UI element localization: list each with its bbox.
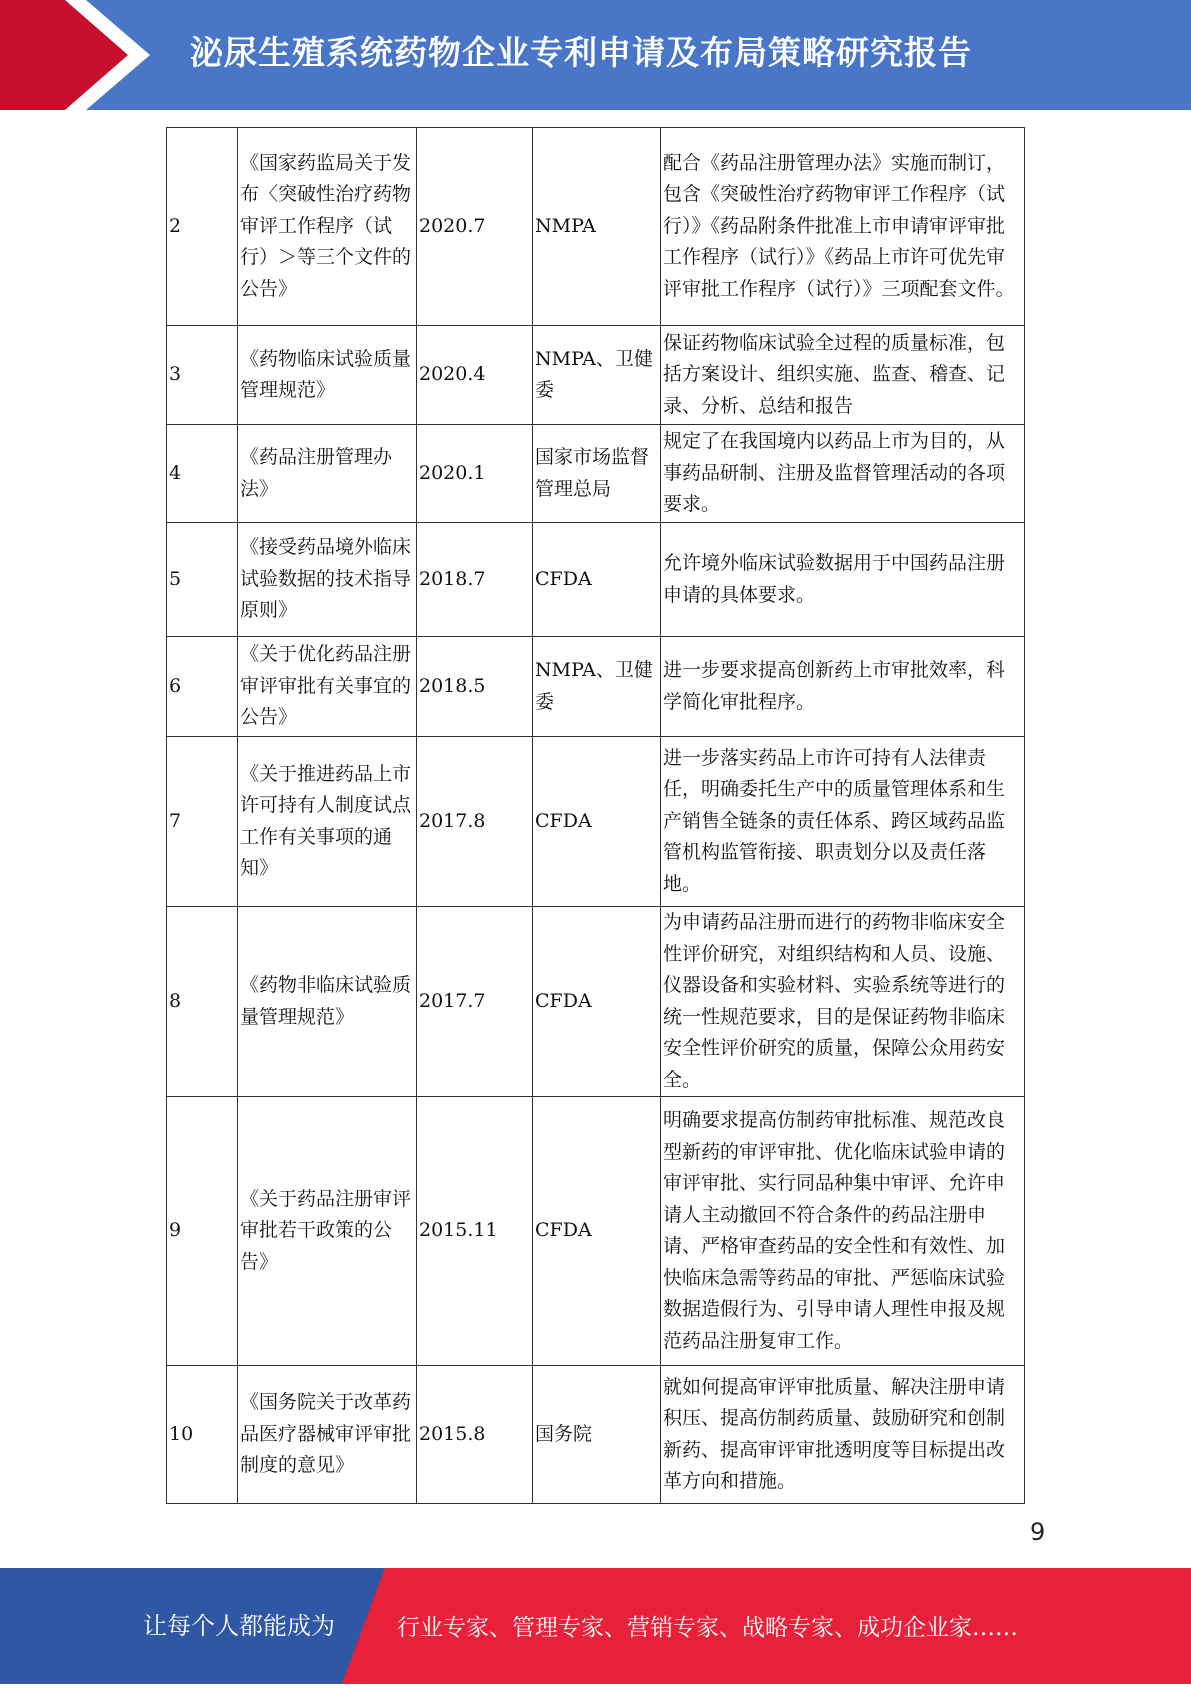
footer-slogan-left: 让每个人都能成为 [143,1612,335,1640]
row-number: 8 [167,907,238,1097]
table-row [167,637,1025,737]
regulation-name: 《关于药品注册审评审批若干政策的公告》 [238,1097,417,1366]
row-number: 5 [167,523,238,637]
footer-slogan-right: 行业专家、管理专家、营销专家、战略专家、成功企业家…… [397,1615,1018,1641]
issue-date: 2015.11 [417,1097,533,1366]
issuing-agency: 国家市场监督管理总局 [533,425,661,523]
issue-date: 2020.7 [417,128,533,326]
regulation-content: 规定了在我国境内以药品上市为目的，从事药品研制、注册及监督管理活动的各项要求。 [661,425,1025,523]
row-number: 3 [167,326,238,425]
issue-date: 2017.8 [417,737,533,907]
regulation-name: 《国务院关于改革药品医疗器械审评审批制度的意见》 [238,1366,417,1504]
row-number: 7 [167,737,238,907]
issue-date: 2018.7 [417,523,533,637]
regulation-name: 《关于优化药品注册审评审批有关事宜的公告》 [238,637,417,737]
issuing-agency: CFDA [533,523,661,637]
issuing-agency: CFDA [533,907,661,1097]
table-row [167,1097,1025,1366]
regulation-content: 明确要求提高仿制药审批标准、规范改良型新药的审评审批、优化临床试验申请的审评审批、实行同品种集中审评、允许申请人主动撤回不符合条件的药品注册申请、严格审查药品的安全性和有效性、加快临床急需等药品的审批、严惩临床试验数据造假行为、引导申请人理性申报及规范药品注册复审工作。 [661,1097,1025,1366]
regulation-name: 《药物临床试验质量管理规范》 [238,326,417,425]
issue-date: 2020.1 [417,425,533,523]
regulation-name: 《药物非临床试验质量管理规范》 [238,907,417,1097]
regulation-content: 保证药物临床试验全过程的质量标准，包括方案设计、组织实施、监查、稽查、记录、分析、总结和报告 [661,326,1025,425]
header-arrow-decoration [0,0,160,110]
regulation-content: 允许境外临床试验数据用于中国药品注册申请的具体要求。 [661,523,1025,637]
regulation-content: 配合《药品注册管理办法》实施而制订，包含《突破性治疗药物审评工作程序（试行）》《药品附条件批准上市申请审评审批工作程序（试行）》《药品上市许可优先审评审批工作程序（试行）》三项配套文件。 [661,128,1025,326]
table-row [167,1366,1025,1504]
row-number: 6 [167,637,238,737]
regulation-content: 进一步要求提高创新药上市审批效率，科学简化审批程序。 [661,637,1025,737]
issuing-agency: CFDA [533,737,661,907]
issue-date: 2018.5 [417,637,533,737]
regulation-table [166,127,1025,1504]
row-number: 10 [167,1366,238,1504]
table-row [167,737,1025,907]
regulation-content: 就如何提高审评审批质量、解决注册申请积压、提高仿制药质量、鼓励研究和创制新药、提高审评审批透明度等目标提出改革方向和措施。 [661,1366,1025,1504]
table-row [167,425,1025,523]
table-row [167,523,1025,637]
issuing-agency: NMPA、卫健委 [533,637,661,737]
report-title: 泌尿生殖系统药物企业专利申请及布局策略研究报告 [190,33,972,72]
regulation-name: 《关于推进药品上市许可持有人制度试点工作有关事项的通知》 [238,737,417,907]
table-row [167,907,1025,1097]
row-number: 2 [167,128,238,326]
issue-date: 2017.7 [417,907,533,1097]
table-row [167,326,1025,425]
page-number: 9 [1030,1518,1046,1546]
regulation-name: 《药品注册管理办法》 [238,425,417,523]
issuing-agency: 国务院 [533,1366,661,1504]
issuing-agency: NMPA、卫健委 [533,326,661,425]
row-number: 9 [167,1097,238,1366]
issuing-agency: CFDA [533,1097,661,1366]
regulation-name: 《国家药监局关于发布〈突破性治疗药物审评工作程序（试行）＞等三个文件的公告》 [238,128,417,326]
table-row [167,128,1025,326]
regulation-name: 《接受药品境外临床试验数据的技术指导原则》 [238,523,417,637]
issue-date: 2015.8 [417,1366,533,1504]
regulation-content: 为申请药品注册而进行的药物非临床安全性评价研究，对组织结构和人员、设施、仪器设备和实验材料、实验系统等进行的统一性规范要求，目的是保证药物非临床安全性评价研究的质量，保障公众用药安全。 [661,907,1025,1097]
regulation-content: 进一步落实药品上市许可持有人法律责任，明确委托生产中的质量管理体系和生产销售全链条的责任体系、跨区域药品监管机构监管衔接、职责划分以及责任落地。 [661,737,1025,907]
row-number: 4 [167,425,238,523]
issue-date: 2020.4 [417,326,533,425]
issuing-agency: NMPA [533,128,661,326]
page-header [0,0,1191,110]
